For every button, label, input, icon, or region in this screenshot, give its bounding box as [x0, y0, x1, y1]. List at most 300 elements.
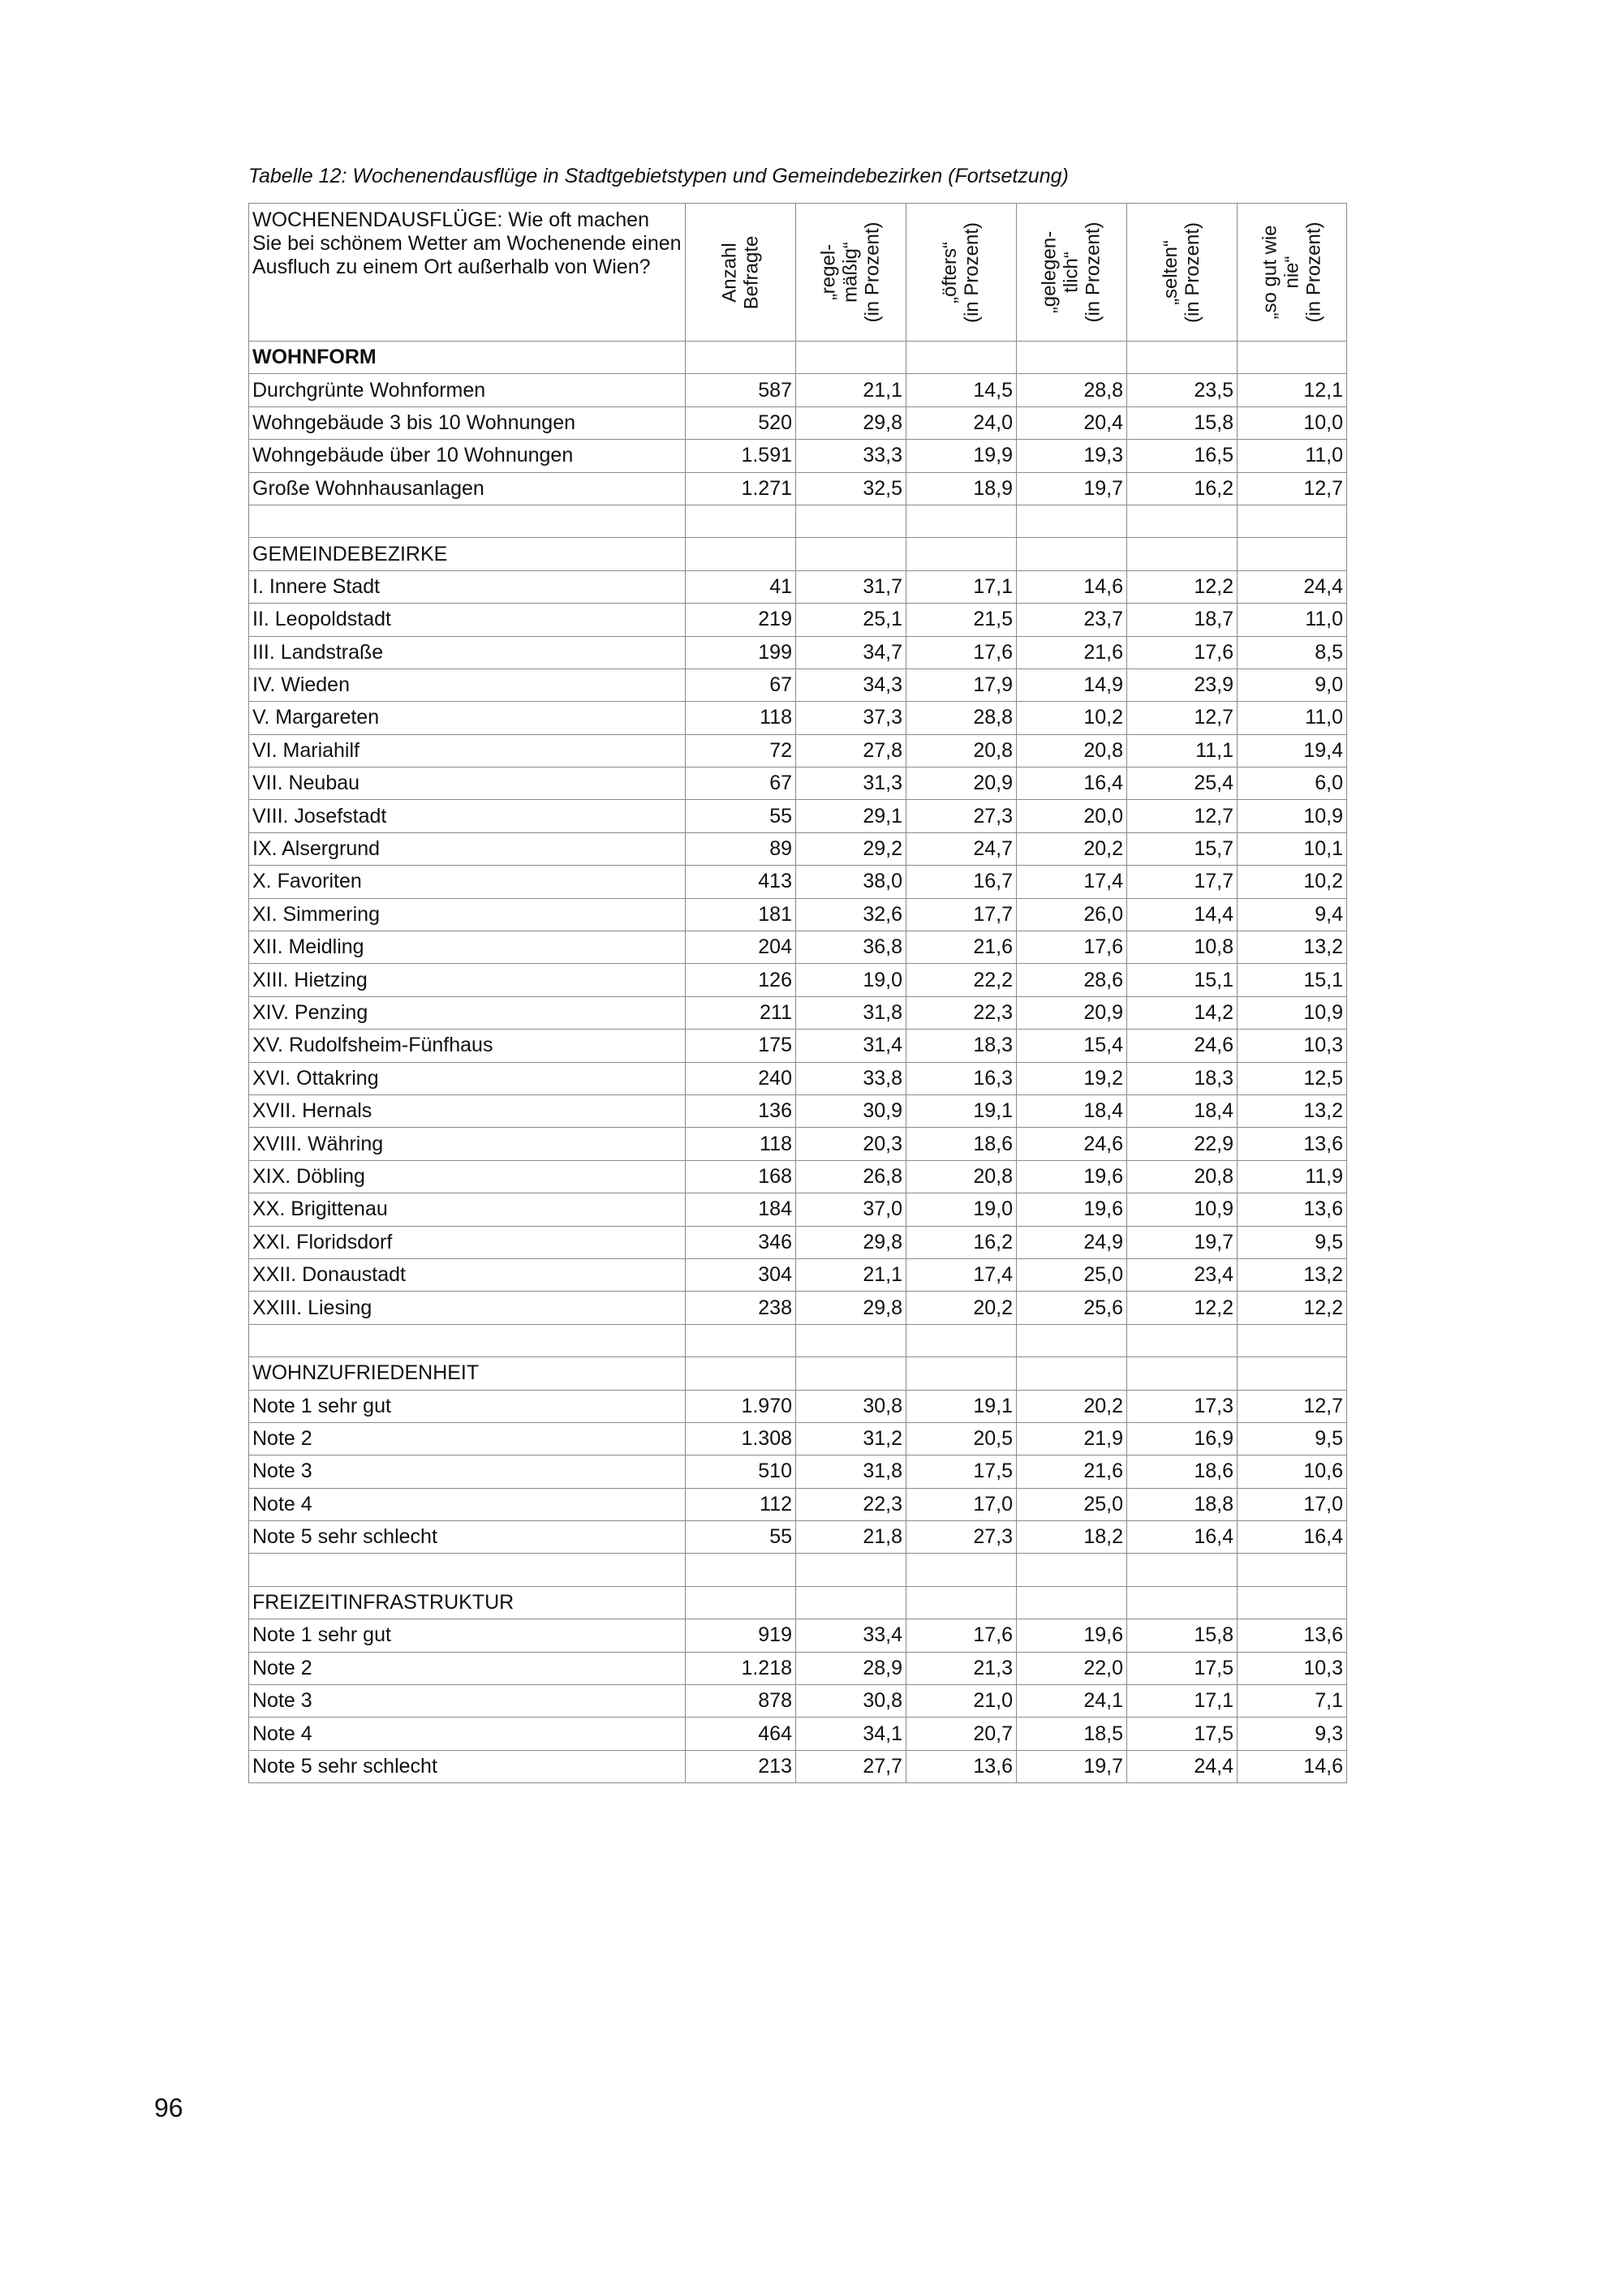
- value-cell: 25,6: [1017, 1292, 1127, 1324]
- value-cell: 22,3: [906, 996, 1017, 1029]
- empty-cell: [796, 342, 906, 374]
- value-cell: 20,9: [906, 767, 1017, 800]
- table-row: [249, 636, 1347, 669]
- value-cell: 10,2: [1238, 866, 1347, 898]
- empty-cell: [906, 342, 1017, 374]
- value-cell: 12,7: [1238, 1390, 1347, 1422]
- empty-cell: [1127, 1586, 1238, 1619]
- table-row: [249, 1160, 1347, 1193]
- value-cell: 29,8: [796, 406, 906, 439]
- value-cell: 13,2: [1238, 931, 1347, 964]
- value-cell: 18,6: [906, 1128, 1017, 1160]
- value-cell: 33,4: [796, 1619, 906, 1652]
- value-cell: 20,8: [1127, 1160, 1238, 1193]
- empty-cell: [906, 505, 1017, 537]
- table-row: [249, 898, 1347, 931]
- value-cell: 18,9: [906, 472, 1017, 505]
- value-cell: 19,0: [796, 964, 906, 996]
- value-cell: 136: [686, 1094, 796, 1127]
- value-cell: 118: [686, 1128, 796, 1160]
- value-cell: 17,5: [1127, 1718, 1238, 1750]
- value-cell: 21,6: [1017, 636, 1127, 669]
- value-cell: 32,6: [796, 898, 906, 931]
- row-label: Note 1 sehr gut: [249, 1390, 686, 1422]
- value-cell: 199: [686, 636, 796, 669]
- column-header: Anzahl Befragte: [686, 204, 796, 342]
- value-cell: 13,6: [1238, 1193, 1347, 1226]
- value-cell: 878: [686, 1685, 796, 1718]
- value-cell: 24,6: [1127, 1030, 1238, 1062]
- value-cell: 21,1: [796, 1258, 906, 1291]
- value-cell: 12,7: [1127, 800, 1238, 832]
- empty-cell: [796, 1554, 906, 1586]
- empty-cell: [906, 1586, 1017, 1619]
- empty-cell: [1238, 1357, 1347, 1390]
- empty-cell: [1127, 342, 1238, 374]
- spacer-row: [249, 1554, 1347, 1586]
- value-cell: 25,1: [796, 604, 906, 636]
- value-cell: 1.218: [686, 1652, 796, 1684]
- empty-cell: [1127, 538, 1238, 570]
- row-label: VI. Mariahilf: [249, 734, 686, 767]
- column-header: „so gut wie nie“ (in Prozent): [1238, 204, 1347, 342]
- row-label: XI. Simmering: [249, 898, 686, 931]
- value-cell: 11,9: [1238, 1160, 1347, 1193]
- value-cell: 7,1: [1238, 1685, 1347, 1718]
- value-cell: 19,2: [1017, 1062, 1127, 1094]
- value-cell: 17,4: [1017, 866, 1127, 898]
- value-cell: 175: [686, 1030, 796, 1062]
- value-cell: 17,7: [1127, 866, 1238, 898]
- row-label: VII. Neubau: [249, 767, 686, 800]
- value-cell: 24,7: [906, 832, 1017, 865]
- empty-cell: [686, 538, 796, 570]
- value-cell: 19,7: [1017, 472, 1127, 505]
- table-row: [249, 440, 1347, 472]
- row-label: V. Margareten: [249, 702, 686, 734]
- table-row: [249, 1258, 1347, 1291]
- empty-cell: [686, 342, 796, 374]
- value-cell: 14,4: [1127, 898, 1238, 931]
- table-row: [249, 1488, 1347, 1520]
- value-cell: 18,3: [1127, 1062, 1238, 1094]
- value-cell: 520: [686, 406, 796, 439]
- value-cell: 20,8: [906, 1160, 1017, 1193]
- value-cell: 14,6: [1017, 570, 1127, 603]
- empty-cell: [1127, 1554, 1238, 1586]
- section-header-row: [249, 1357, 1347, 1390]
- value-cell: 168: [686, 1160, 796, 1193]
- value-cell: 11,0: [1238, 702, 1347, 734]
- table-row: [249, 734, 1347, 767]
- value-cell: 31,7: [796, 570, 906, 603]
- value-cell: 919: [686, 1619, 796, 1652]
- value-cell: 25,0: [1017, 1488, 1127, 1520]
- table-row: [249, 931, 1347, 964]
- value-cell: 10,0: [1238, 406, 1347, 439]
- value-cell: 34,3: [796, 669, 906, 701]
- empty-cell: [686, 1357, 796, 1390]
- value-cell: 31,3: [796, 767, 906, 800]
- empty-cell: [686, 1586, 796, 1619]
- table-caption: Tabelle 12: Wochenendausflüge in Stadtgebietstypen und Gemeindebezirken (Fortsetzung): [248, 165, 1069, 187]
- value-cell: 14,6: [1238, 1750, 1347, 1782]
- spacer-row: [249, 1324, 1347, 1357]
- value-cell: 22,9: [1127, 1128, 1238, 1160]
- section-title: GEMEINDEBEZIRKE: [249, 538, 686, 570]
- value-cell: 16,2: [906, 1226, 1017, 1258]
- value-cell: 31,8: [796, 996, 906, 1029]
- value-cell: 30,9: [796, 1094, 906, 1127]
- value-cell: 17,9: [906, 669, 1017, 701]
- column-header: „selten“ (in Prozent): [1127, 204, 1238, 342]
- value-cell: 26,0: [1017, 898, 1127, 931]
- value-cell: 211: [686, 996, 796, 1029]
- value-cell: 20,0: [1017, 800, 1127, 832]
- value-cell: 19,9: [906, 440, 1017, 472]
- question-header: WOCHENENDAUSFLÜGE: Wie oft machen Sie bei schönem Wetter am Wochenende einen Ausfluch zu einem Ort außerhalb von Wien?: [249, 204, 686, 342]
- empty-cell: [906, 1554, 1017, 1586]
- table-row: [249, 1750, 1347, 1782]
- row-label: XIX. Döbling: [249, 1160, 686, 1193]
- empty-cell: [796, 505, 906, 537]
- table-row: [249, 767, 1347, 800]
- table-row: [249, 996, 1347, 1029]
- value-cell: 31,2: [796, 1422, 906, 1455]
- value-cell: 26,8: [796, 1160, 906, 1193]
- row-label: XXIII. Liesing: [249, 1292, 686, 1324]
- value-cell: 1.308: [686, 1422, 796, 1455]
- value-cell: 89: [686, 832, 796, 865]
- value-cell: 18,8: [1127, 1488, 1238, 1520]
- row-label: Note 4: [249, 1718, 686, 1750]
- value-cell: 24,6: [1017, 1128, 1127, 1160]
- table-row: [249, 1455, 1347, 1488]
- value-cell: 184: [686, 1193, 796, 1226]
- value-cell: 38,0: [796, 866, 906, 898]
- value-cell: 37,3: [796, 702, 906, 734]
- value-cell: 27,8: [796, 734, 906, 767]
- value-cell: 72: [686, 734, 796, 767]
- value-cell: 238: [686, 1292, 796, 1324]
- table-row: [249, 406, 1347, 439]
- row-label: XX. Brigittenau: [249, 1193, 686, 1226]
- value-cell: 20,3: [796, 1128, 906, 1160]
- empty-cell: [1238, 1324, 1347, 1357]
- value-cell: 16,4: [1238, 1521, 1347, 1554]
- value-cell: 126: [686, 964, 796, 996]
- row-label: XVIII. Währing: [249, 1128, 686, 1160]
- value-cell: 18,4: [1017, 1094, 1127, 1127]
- value-cell: 19,6: [1017, 1619, 1127, 1652]
- row-label: XVI. Ottakring: [249, 1062, 686, 1094]
- value-cell: 181: [686, 898, 796, 931]
- value-cell: 1.271: [686, 472, 796, 505]
- row-label: Wohngebäude 3 bis 10 Wohnungen: [249, 406, 686, 439]
- value-cell: 27,7: [796, 1750, 906, 1782]
- table-row: [249, 1030, 1347, 1062]
- value-cell: 36,8: [796, 931, 906, 964]
- value-cell: 10,1: [1238, 832, 1347, 865]
- empty-cell: [796, 538, 906, 570]
- value-cell: 13,6: [906, 1750, 1017, 1782]
- table-row: [249, 866, 1347, 898]
- value-cell: 12,7: [1127, 702, 1238, 734]
- empty-cell: [796, 1357, 906, 1390]
- value-cell: 20,2: [1017, 1390, 1127, 1422]
- empty-cell: [1238, 342, 1347, 374]
- table-row: [249, 1652, 1347, 1684]
- value-cell: 13,6: [1238, 1128, 1347, 1160]
- empty-cell: [1017, 1554, 1127, 1586]
- row-label: X. Favoriten: [249, 866, 686, 898]
- value-cell: 17,7: [906, 898, 1017, 931]
- value-cell: 11,0: [1238, 440, 1347, 472]
- value-cell: 21,8: [796, 1521, 906, 1554]
- value-cell: 20,2: [1017, 832, 1127, 865]
- value-cell: 12,5: [1238, 1062, 1347, 1094]
- value-cell: 29,8: [796, 1292, 906, 1324]
- value-cell: 17,5: [906, 1455, 1017, 1488]
- row-label: III. Landstraße: [249, 636, 686, 669]
- value-cell: 17,6: [1127, 636, 1238, 669]
- value-cell: 18,5: [1017, 1718, 1127, 1750]
- value-cell: 55: [686, 1521, 796, 1554]
- value-cell: 34,1: [796, 1718, 906, 1750]
- value-cell: 17,1: [1127, 1685, 1238, 1718]
- empty-cell: [249, 1324, 686, 1357]
- table-row: [249, 1062, 1347, 1094]
- value-cell: 29,8: [796, 1226, 906, 1258]
- value-cell: 19,0: [906, 1193, 1017, 1226]
- value-cell: 8,5: [1238, 636, 1347, 669]
- value-cell: 19,4: [1238, 734, 1347, 767]
- value-cell: 34,7: [796, 636, 906, 669]
- value-cell: 9,5: [1238, 1226, 1347, 1258]
- value-cell: 13,2: [1238, 1094, 1347, 1127]
- table-row: [249, 570, 1347, 603]
- value-cell: 25,4: [1127, 767, 1238, 800]
- value-cell: 304: [686, 1258, 796, 1291]
- value-cell: 15,8: [1127, 1619, 1238, 1652]
- section-header-row: [249, 538, 1347, 570]
- value-cell: 17,6: [906, 636, 1017, 669]
- empty-cell: [1127, 505, 1238, 537]
- value-cell: 24,9: [1017, 1226, 1127, 1258]
- value-cell: 31,8: [796, 1455, 906, 1488]
- value-cell: 10,9: [1127, 1193, 1238, 1226]
- value-cell: 31,4: [796, 1030, 906, 1062]
- empty-cell: [1238, 1586, 1347, 1619]
- value-cell: 1.591: [686, 440, 796, 472]
- value-cell: 11,0: [1238, 604, 1347, 636]
- value-cell: 16,2: [1127, 472, 1238, 505]
- value-cell: 12,2: [1127, 570, 1238, 603]
- section-header-row: [249, 342, 1347, 374]
- value-cell: 18,7: [1127, 604, 1238, 636]
- value-cell: 18,4: [1127, 1094, 1238, 1127]
- value-cell: 21,6: [1017, 1455, 1127, 1488]
- empty-cell: [1127, 1324, 1238, 1357]
- empty-cell: [249, 1554, 686, 1586]
- value-cell: 21,5: [906, 604, 1017, 636]
- table-row: [249, 1718, 1347, 1750]
- row-label: Durchgrünte Wohnformen: [249, 374, 686, 406]
- value-cell: 11,1: [1127, 734, 1238, 767]
- value-cell: 28,8: [906, 702, 1017, 734]
- row-label: Note 2: [249, 1652, 686, 1684]
- value-cell: 20,7: [906, 1718, 1017, 1750]
- value-cell: 204: [686, 931, 796, 964]
- value-cell: 346: [686, 1226, 796, 1258]
- empty-cell: [249, 505, 686, 537]
- section-header-row: [249, 1586, 1347, 1619]
- value-cell: 28,8: [1017, 374, 1127, 406]
- empty-cell: [906, 1357, 1017, 1390]
- value-cell: 10,8: [1127, 931, 1238, 964]
- value-cell: 20,4: [1017, 406, 1127, 439]
- value-cell: 219: [686, 604, 796, 636]
- row-label: II. Leopoldstadt: [249, 604, 686, 636]
- value-cell: 29,1: [796, 800, 906, 832]
- empty-cell: [796, 1324, 906, 1357]
- column-header: „regel- mäßig“ (in Prozent): [796, 204, 906, 342]
- table-row: [249, 702, 1347, 734]
- value-cell: 213: [686, 1750, 796, 1782]
- value-cell: 12,2: [1238, 1292, 1347, 1324]
- value-cell: 10,9: [1238, 800, 1347, 832]
- value-cell: 24,4: [1127, 1750, 1238, 1782]
- table-row: [249, 1226, 1347, 1258]
- empty-cell: [1017, 505, 1127, 537]
- value-cell: 587: [686, 374, 796, 406]
- empty-cell: [906, 538, 1017, 570]
- table-row: [249, 1619, 1347, 1652]
- value-cell: 19,1: [906, 1094, 1017, 1127]
- value-cell: 32,5: [796, 472, 906, 505]
- value-cell: 9,3: [1238, 1718, 1347, 1750]
- value-cell: 37,0: [796, 1193, 906, 1226]
- value-cell: 17,5: [1127, 1652, 1238, 1684]
- value-cell: 23,4: [1127, 1258, 1238, 1291]
- table-body: [249, 342, 1347, 1783]
- value-cell: 10,3: [1238, 1652, 1347, 1684]
- value-cell: 6,0: [1238, 767, 1347, 800]
- value-cell: 15,4: [1017, 1030, 1127, 1062]
- value-cell: 27,3: [906, 1521, 1017, 1554]
- value-cell: 21,6: [906, 931, 1017, 964]
- value-cell: 23,5: [1127, 374, 1238, 406]
- value-cell: 19,7: [1017, 1750, 1127, 1782]
- value-cell: 240: [686, 1062, 796, 1094]
- row-label: Note 2: [249, 1422, 686, 1455]
- value-cell: 17,6: [906, 1619, 1017, 1652]
- value-cell: 20,9: [1017, 996, 1127, 1029]
- table-row: [249, 604, 1347, 636]
- row-label: Note 1 sehr gut: [249, 1619, 686, 1652]
- value-cell: 15,1: [1127, 964, 1238, 996]
- value-cell: 21,1: [796, 374, 906, 406]
- table-row: [249, 800, 1347, 832]
- value-cell: 55: [686, 800, 796, 832]
- row-label: Note 5 sehr schlecht: [249, 1521, 686, 1554]
- empty-cell: [686, 1554, 796, 1586]
- table-row: [249, 1128, 1347, 1160]
- value-cell: 20,5: [906, 1422, 1017, 1455]
- value-cell: 27,3: [906, 800, 1017, 832]
- value-cell: 16,7: [906, 866, 1017, 898]
- value-cell: 20,8: [1017, 734, 1127, 767]
- value-cell: 16,4: [1127, 1521, 1238, 1554]
- empty-cell: [1238, 538, 1347, 570]
- value-cell: 16,5: [1127, 440, 1238, 472]
- value-cell: 28,6: [1017, 964, 1127, 996]
- empty-cell: [1238, 1554, 1347, 1586]
- value-cell: 67: [686, 669, 796, 701]
- value-cell: 10,6: [1238, 1455, 1347, 1488]
- value-cell: 19,6: [1017, 1160, 1127, 1193]
- value-cell: 19,3: [1017, 440, 1127, 472]
- value-cell: 464: [686, 1718, 796, 1750]
- row-label: Note 3: [249, 1455, 686, 1488]
- row-label: Note 4: [249, 1488, 686, 1520]
- value-cell: 16,9: [1127, 1422, 1238, 1455]
- empty-cell: [906, 1324, 1017, 1357]
- value-cell: 22,2: [906, 964, 1017, 996]
- value-cell: 67: [686, 767, 796, 800]
- value-cell: 510: [686, 1455, 796, 1488]
- empty-cell: [686, 505, 796, 537]
- value-cell: 17,6: [1017, 931, 1127, 964]
- row-label: XXII. Donaustadt: [249, 1258, 686, 1291]
- value-cell: 14,5: [906, 374, 1017, 406]
- row-label: VIII. Josefstadt: [249, 800, 686, 832]
- value-cell: 20,8: [906, 734, 1017, 767]
- value-cell: 16,3: [906, 1062, 1017, 1094]
- value-cell: 17,3: [1127, 1390, 1238, 1422]
- empty-cell: [1017, 538, 1127, 570]
- section-title: WOHNZUFRIEDENHEIT: [249, 1357, 686, 1390]
- table-row: [249, 472, 1347, 505]
- table-row: [249, 1521, 1347, 1554]
- value-cell: 10,2: [1017, 702, 1127, 734]
- value-cell: 33,8: [796, 1062, 906, 1094]
- value-cell: 14,2: [1127, 996, 1238, 1029]
- table-row: [249, 1094, 1347, 1127]
- row-label: IX. Alsergrund: [249, 832, 686, 865]
- empty-cell: [1017, 342, 1127, 374]
- value-cell: 112: [686, 1488, 796, 1520]
- table-row: [249, 1292, 1347, 1324]
- value-cell: 16,4: [1017, 767, 1127, 800]
- empty-cell: [1017, 1586, 1127, 1619]
- value-cell: 10,3: [1238, 1030, 1347, 1062]
- value-cell: 17,1: [906, 570, 1017, 603]
- value-cell: 18,2: [1017, 1521, 1127, 1554]
- value-cell: 12,7: [1238, 472, 1347, 505]
- empty-cell: [1127, 1357, 1238, 1390]
- value-cell: 15,8: [1127, 406, 1238, 439]
- table-row: [249, 832, 1347, 865]
- column-header: „gelegen- tlich“ (in Prozent): [1017, 204, 1127, 342]
- table-row: [249, 374, 1347, 406]
- value-cell: 25,0: [1017, 1258, 1127, 1291]
- value-cell: 17,0: [1238, 1488, 1347, 1520]
- row-label: XIV. Penzing: [249, 996, 686, 1029]
- section-title: FREIZEITINFRASTRUKTUR: [249, 1586, 686, 1619]
- empty-cell: [1238, 505, 1347, 537]
- value-cell: 18,3: [906, 1030, 1017, 1062]
